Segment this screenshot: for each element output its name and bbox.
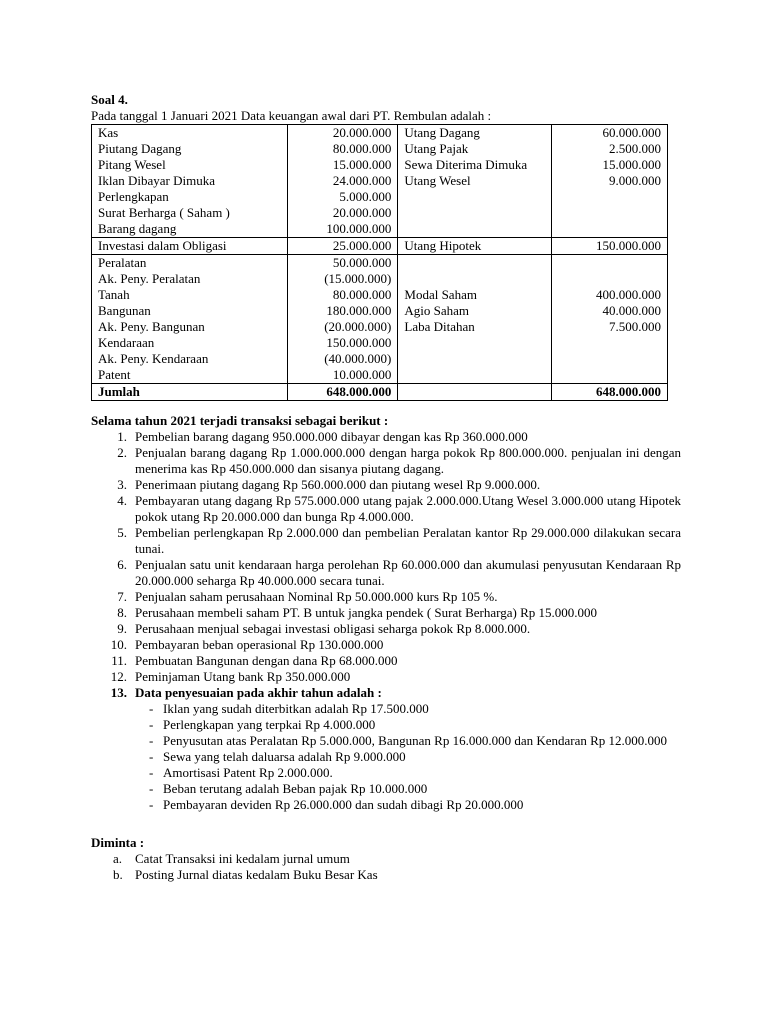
request-text: Catat Transaksi ini kedalam jurnal umum <box>135 851 350 866</box>
account-name: Surat Berharga ( Saham ) <box>98 205 230 220</box>
account-value: (15.000.000) <box>324 271 392 286</box>
transaction-item <box>91 557 681 589</box>
bullet-dash: - <box>149 717 154 732</box>
fixed-assets-values <box>287 255 398 384</box>
account-name: Iklan Dibayar Dimuka <box>98 173 215 188</box>
transaction-item <box>91 669 681 685</box>
investment-name: Investasi dalam Obligasi <box>92 238 288 255</box>
transaction-number: 3. <box>117 477 127 492</box>
transaction-number: 11. <box>111 653 127 668</box>
transaction-item <box>91 445 681 477</box>
transaction-text: Penjualan saham perusahaan Nominal Rp 50.000.000 kurs Rp 105 %. <box>135 589 498 604</box>
transaction-text: Pembayaran utang dagang Rp 575.000.000 utang pajak 2.000.000.Utang Wesel 3.000.000 utang Hipotek pokok utang Rp 20.000.000 dan bunga Rp 4.000.000. <box>135 493 681 524</box>
transaction-item <box>91 621 681 637</box>
account-name <box>404 255 545 271</box>
account-value: 9.000.000 <box>609 173 661 188</box>
account-value: (20.000.000) <box>324 319 392 334</box>
account-name: Ak. Peny. Peralatan <box>98 271 201 286</box>
account-value: 24.000.000 <box>332 173 392 188</box>
transaction-text: Pembelian barang dagang 950.000.000 dibayar dengan kas Rp 360.000.000 <box>135 429 528 444</box>
account-value <box>558 255 661 271</box>
account-value: (40.000.000) <box>324 351 392 366</box>
account-name: Utang Dagang <box>404 125 480 140</box>
account-name: Bangunan <box>98 303 151 318</box>
account-value: 10.000.000 <box>332 367 392 382</box>
adjustment-text: Sewa yang telah daluarsa adalah Rp 9.000.000 <box>163 749 406 764</box>
account-value: 180.000.000 <box>326 303 392 318</box>
transaction-text: Penjualan barang dagang Rp 1.000.000.000 dengan harga pokok Rp 800.000.000. penjualan ini dengan menerima kas Rp 450.000.000 dan sisanya piutang dagang. <box>135 445 681 476</box>
account-value: 50.000.000 <box>332 255 392 270</box>
request-item <box>91 867 681 883</box>
account-name: Perlengkapan <box>98 189 169 204</box>
transaction-item <box>91 429 681 445</box>
equity-values <box>552 255 668 384</box>
transaction-number: 7. <box>117 589 127 604</box>
transaction-item <box>91 605 681 621</box>
account-name: Patent <box>98 367 131 382</box>
transaction-text: Pembayaran beban operasional Rp 130.000.000 <box>135 637 384 652</box>
adjustment-text: Iklan yang sudah diterbitkan adalah Rp 17.500.000 <box>163 701 429 716</box>
account-name: Ak. Peny. Kendaraan <box>98 351 209 366</box>
transaction-number: 2. <box>117 445 127 460</box>
request-text: Posting Jurnal diatas kedalam Buku Besar Kas <box>135 867 378 882</box>
account-value: 40.000.000 <box>602 303 661 318</box>
account-name: Peralatan <box>98 255 147 270</box>
adjustment-item <box>149 701 681 717</box>
account-value: 60.000.000 <box>602 125 661 140</box>
total-right: 648.000.000 <box>552 384 668 401</box>
adjustment-list <box>91 701 681 813</box>
account-name: Tanah <box>98 287 130 302</box>
transaction-text: Penerimaan piutang dagang Rp 560.000.000 dan piutang wesel Rp 9.000.000. <box>135 477 541 492</box>
mortgage-name: Utang Hipotek <box>398 238 552 255</box>
request-list <box>91 851 681 883</box>
account-name: Piutang Dagang <box>98 141 182 156</box>
balance-block-current <box>92 125 668 238</box>
account-value: 15.000.000 <box>602 157 661 172</box>
bullet-dash: - <box>149 781 154 796</box>
current-liabilities-names <box>398 125 552 238</box>
balance-total-row <box>92 384 668 401</box>
account-name: Utang Wesel <box>404 173 471 188</box>
adjustment-text: Beban terutang adalah Beban pajak Rp 10.000.000 <box>163 781 428 796</box>
transaction-item <box>91 589 681 605</box>
balance-block-fixed <box>92 255 668 384</box>
account-value: 7.500.000 <box>609 319 661 334</box>
request-letter: a. <box>113 851 123 866</box>
transaction-number: 13. <box>110 685 127 700</box>
account-value: 80.000.000 <box>332 287 392 302</box>
account-name: Kas <box>98 125 119 140</box>
transaction-text: Peminjaman Utang bank Rp 350.000.000 <box>135 669 351 684</box>
request-item <box>91 851 681 867</box>
transaction-text: Data penyesuaian pada akhir tahun adalah : <box>135 685 382 700</box>
transaction-number: 5. <box>117 525 127 540</box>
account-value: 100.000.000 <box>326 221 392 236</box>
adjustment-item <box>149 733 681 749</box>
current-assets-names <box>92 125 288 238</box>
transaction-number: 4. <box>117 493 127 508</box>
account-name: Barang dagang <box>98 221 177 236</box>
mortgage-value: 150.000.000 <box>552 238 668 255</box>
transaction-item <box>91 637 681 653</box>
transaction-text: Pembelian perlengkapan Rp 2.000.000 dan pembelian Peralatan kantor Rp 29.000.000 dilakukan secara tunai. <box>135 525 681 556</box>
account-value: 80.000.000 <box>332 141 392 156</box>
account-value: 20.000.000 <box>332 205 392 220</box>
total-spacer <box>398 384 552 401</box>
adjustment-text: Penyusutan atas Peralatan Rp 5.000.000, Bangunan Rp 16.000.000 dan Kendaran Rp 12.000.000 <box>163 733 668 748</box>
equity-names <box>398 255 552 384</box>
transaction-item <box>91 653 681 669</box>
account-value <box>558 271 661 287</box>
total-left: 648.000.000 <box>287 384 398 401</box>
bullet-dash: - <box>149 749 154 764</box>
account-value: 15.000.000 <box>332 157 392 172</box>
opening-balance-table <box>91 124 668 401</box>
transaction-text: Perusahaan membeli saham PT. B untuk jangka pendek ( Surat Berharga) Rp 15.000.000 <box>135 605 598 620</box>
fixed-assets-names <box>92 255 288 384</box>
adjustment-item <box>149 717 681 733</box>
adjustment-item <box>149 765 681 781</box>
account-value: 400.000.000 <box>596 287 661 302</box>
bullet-dash: - <box>149 733 154 748</box>
transaction-number: 6. <box>117 557 127 572</box>
document <box>91 92 681 883</box>
account-name: Sewa Diterima Dimuka <box>404 157 528 172</box>
bullet-dash: - <box>149 701 154 716</box>
transaction-item <box>91 685 681 701</box>
transactions-heading: Selama tahun 2021 terjadi transaksi sebagai berikut : <box>91 413 389 428</box>
adjustment-text: Amortisasi Patent Rp 2.000.000. <box>163 765 333 780</box>
account-name: Ak. Peny. Bangunan <box>98 319 205 334</box>
account-value: 20.000.000 <box>332 125 392 140</box>
account-name: Agio Saham <box>404 303 470 318</box>
adjustment-item <box>149 749 681 765</box>
transaction-text: Perusahaan menjual sebagai investasi obligasi seharga pokok Rp 8.000.000. <box>135 621 531 636</box>
account-name: Laba Ditahan <box>404 319 475 334</box>
transaction-item <box>91 493 681 525</box>
request-letter: b. <box>113 867 123 882</box>
account-name: Kendaraan <box>98 335 155 350</box>
adjustment-text: Pembayaran deviden Rp 26.000.000 dan sudah dibagi Rp 20.000.000 <box>163 797 524 812</box>
transaction-text: Penjualan satu unit kendaraan harga perolehan Rp 60.000.000 dan akumulasi penyusutan Kendaraan Rp 20.000.000 seharga Rp 40.000.000 secara tunai. <box>135 557 681 588</box>
balance-block-investment <box>92 238 668 255</box>
account-name: Utang Pajak <box>404 141 469 156</box>
transaction-number: 8. <box>117 605 127 620</box>
bullet-dash: - <box>149 797 154 812</box>
adjustment-text: Perlengkapan yang terpkai Rp 4.000.000 <box>163 717 376 732</box>
transaction-number: 9. <box>117 621 127 636</box>
account-name: Modal Saham <box>404 287 477 302</box>
transaction-item <box>91 477 681 493</box>
current-assets-values <box>287 125 398 238</box>
account-value: 2.500.000 <box>609 141 661 156</box>
request-heading: Diminta : <box>91 835 145 850</box>
account-name <box>404 271 545 287</box>
current-liabilities-values <box>552 125 668 238</box>
transaction-list <box>91 429 681 701</box>
transaction-number: 1. <box>117 429 127 444</box>
adjustment-item <box>149 797 681 813</box>
transaction-text: Pembuatan Bangunan dengan dana Rp 68.000.000 <box>135 653 398 668</box>
intro-text: Pada tanggal 1 Januari 2021 Data keuangan awal dari PT. Rembulan adalah : <box>91 108 492 123</box>
account-name: Pitang Wesel <box>98 157 166 172</box>
bullet-dash: - <box>149 765 154 780</box>
transaction-item <box>91 525 681 557</box>
transaction-number: 12. <box>110 669 127 684</box>
investment-value: 25.000.000 <box>287 238 398 255</box>
transaction-number: 10. <box>110 637 127 652</box>
account-value: 5.000.000 <box>339 189 392 204</box>
total-label: Jumlah <box>92 384 288 401</box>
problem-title: Soal 4. <box>91 92 128 107</box>
account-value: 150.000.000 <box>326 335 392 350</box>
adjustment-item <box>149 781 681 797</box>
